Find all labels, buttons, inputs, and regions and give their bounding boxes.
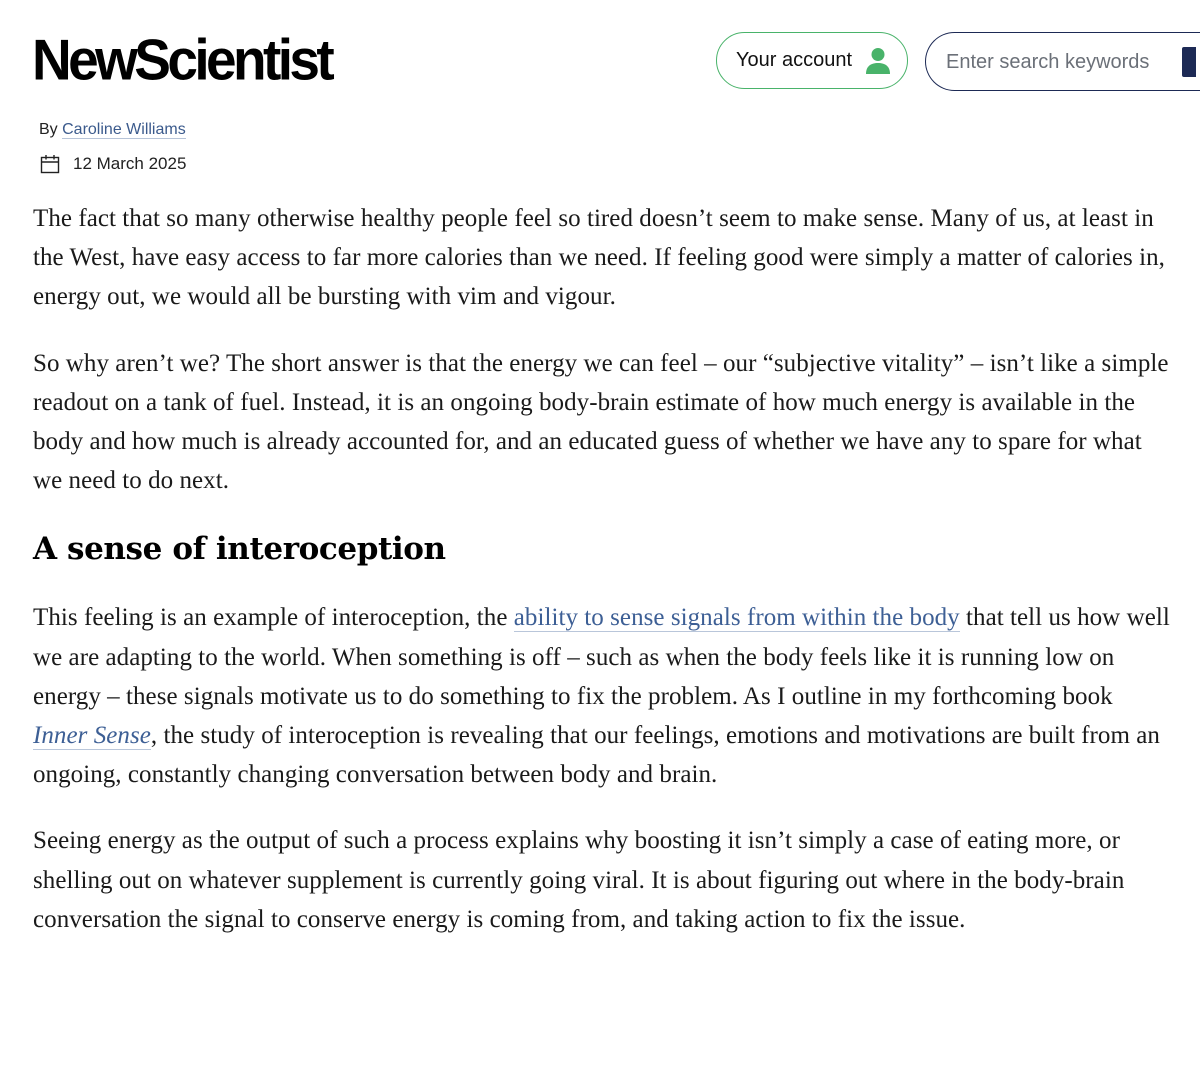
search-input[interactable] [946,47,1176,77]
byline [39,121,186,139]
paragraph-3 [33,598,1173,794]
paragraph-2: So why aren’t we? The short answer is that the energy we can feel – our “subjective vitality” – isn’t like a simple readout on a tank of fuel. Instead, it is an ongoing body-brain estimate of how much energy is available in the body and how much is already accounted for, and an educated guess of whether we have any to spare for what we need to do next. [33,349,1169,495]
calendar-icon [40,154,60,174]
paragraph-4: Seeing energy as the output of such a process explains why boosting it isn’t simply a case of eating more, or shelling out on whatever supplement is currently going viral. It is about figuring out where in the body-brain conversation the signal to conserve energy is coming from, and taking action to fix the issue. [33,827,1125,933]
byline-prefix: By [39,121,58,138]
date-text: 12 March 2025 [73,154,187,173]
interoception-link[interactable]: ability to sense signals from within the body [513,604,960,632]
search-box [925,32,1200,91]
author-link[interactable]: Caroline Williams [62,121,186,138]
paragraph-3-text-middle: that tell us how well we are adapting to the world. When something is off – such as when the body feels like it is running low on energy – these signals motivate us to do something to fix the problem. As I outline in my forthcoming book [33,604,1170,710]
paragraph-3-text-end: , the study of interoception is revealing that our feelings, emotions and motivations are built from an ongoing, constantly changing conversation between body and brain. [33,722,1160,789]
inner-sense-book-link[interactable]: Inner Sense [33,722,151,750]
site-logo[interactable]: NewScientist [32,27,332,93]
publish-date [40,154,186,174]
article-body [33,199,1173,966]
site-header [0,0,1200,112]
paragraph-1: The fact that so many otherwise healthy people feel so tired doesn’t seem to make sense. Many of us, at least in the West, have easy access to far more calories than we need. If feeling good were simply a matter of calories in, energy out, we would all be bursting with vim and vigour. [33,205,1165,311]
your-account-button[interactable] [716,32,908,89]
search-submit-button[interactable] [1182,47,1196,77]
account-label: Your account [736,49,853,71]
section-heading: A sense of interoception [33,531,446,568]
paragraph-3-text-start: This feeling is an example of interoception, the [33,604,514,632]
user-icon [865,47,891,75]
